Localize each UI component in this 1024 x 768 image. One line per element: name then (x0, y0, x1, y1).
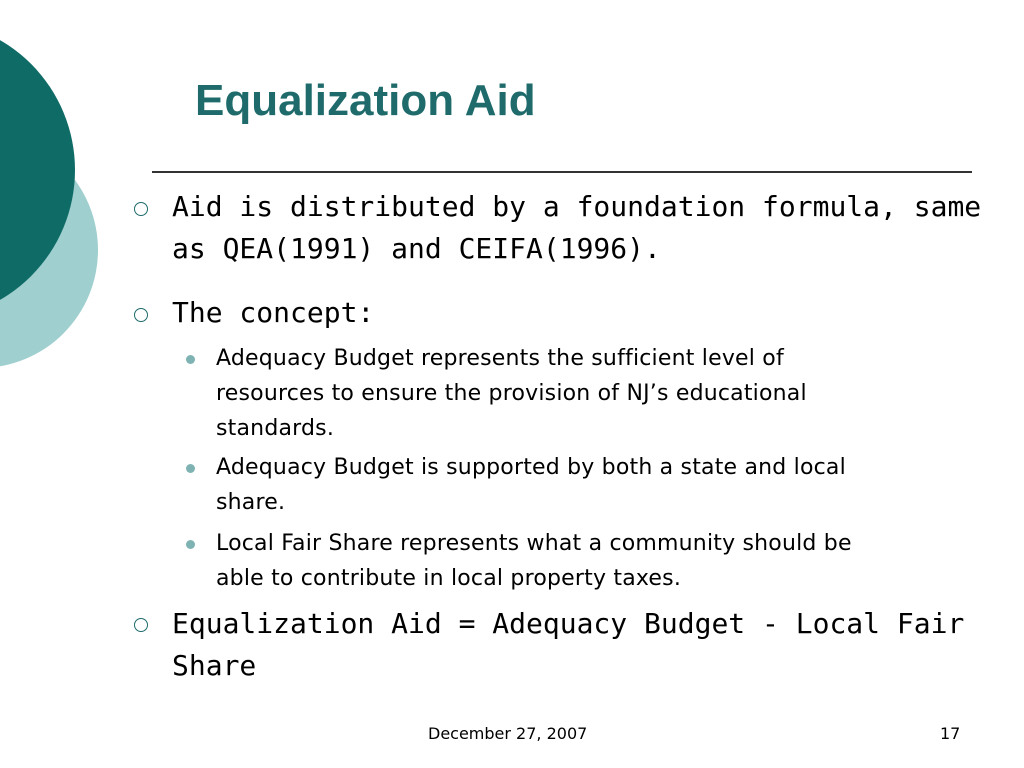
sub-bullet-1-line-3: standards. (216, 416, 335, 441)
bullet-ring-icon (134, 308, 148, 322)
bullet-3-line-1: Equalization Aid = Adequacy Budget - Local Fair (172, 607, 965, 640)
sub-bullet-2-line-2: share. (216, 490, 286, 515)
decorative-circles (0, 0, 140, 420)
bullet-1-line-2: as QEA(1991) and CEIFA(1996). (172, 232, 661, 265)
bullet-3-line-2: Share (172, 649, 257, 682)
footer-date: December 27, 2007 (428, 724, 588, 743)
slide-number: 17 (940, 724, 961, 743)
sub-bullet-3-line-2: able to contribute in local property taxes. (216, 566, 682, 591)
sub-bullet-dot-icon (186, 540, 195, 549)
sub-bullet-dot-icon (186, 464, 195, 473)
bullet-ring-icon (134, 202, 148, 216)
sub-bullet-dot-icon (186, 355, 195, 364)
sub-bullet-3-line-1: Local Fair Share represents what a community should be (216, 531, 852, 556)
slide-title: Equalization Aid (195, 76, 536, 125)
bullet-ring-icon (134, 618, 148, 632)
bullet-2-line-1: The concept: (172, 296, 375, 329)
sub-bullet-1-line-1: Adequacy Budget represents the sufficient level of (216, 346, 784, 371)
bullet-1-line-1: Aid is distributed by a foundation formula, same (172, 190, 982, 223)
title-divider (152, 171, 972, 173)
sub-bullet-2-line-1: Adequacy Budget is supported by both a state and local (216, 455, 846, 480)
sub-bullet-1-line-2: resources to ensure the provision of NJ’s educational (216, 381, 807, 406)
